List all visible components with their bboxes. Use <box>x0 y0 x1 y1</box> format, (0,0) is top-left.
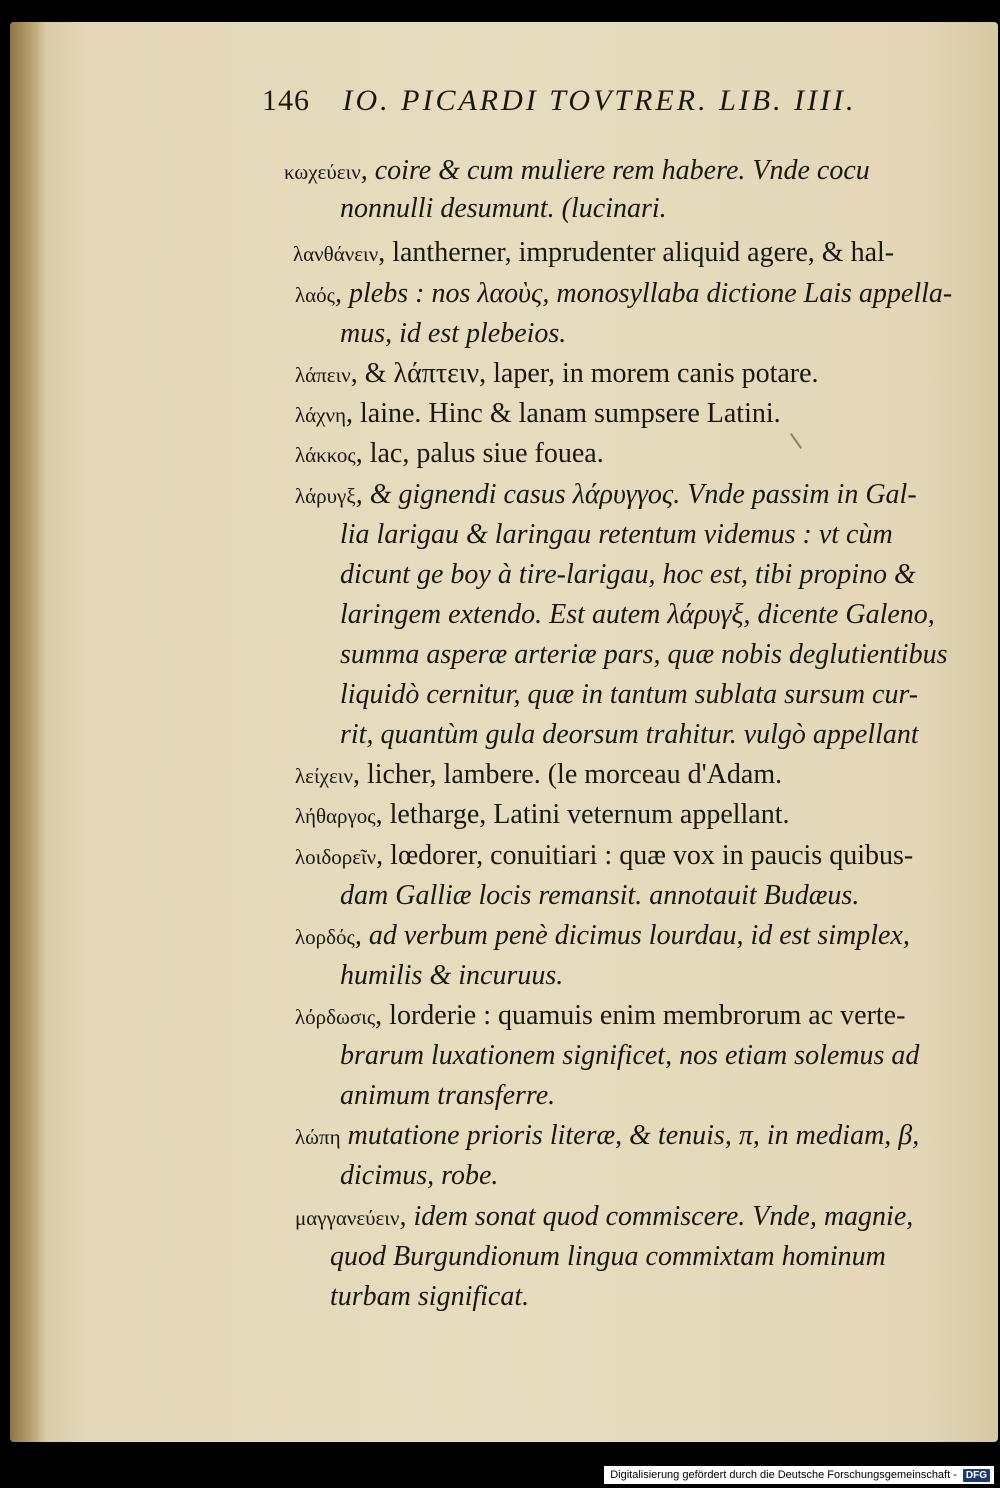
text-line <box>295 1117 919 1156</box>
text-line <box>295 435 604 474</box>
text-line <box>293 234 894 273</box>
page-number: 146 <box>262 84 310 117</box>
text-line <box>340 1157 498 1196</box>
text-line <box>340 877 859 916</box>
line-text: , coire & cum muliere rem habere. Vnde cocu <box>360 155 870 186</box>
text-line <box>340 596 935 635</box>
text-line <box>340 516 893 555</box>
text-line <box>340 676 918 715</box>
line-text: , & λάπτειν, laper, in morem canis potare. <box>350 358 819 389</box>
line-text: laringem extendo. Est autem λάρυγξ, dicente Galeno, <box>340 599 935 630</box>
credit-text: Digitalisierung gefördert durch die Deutsche Forschungsgemeinschaft - <box>610 1469 957 1481</box>
line-text: turbam significat. <box>330 1281 530 1312</box>
line-text: , laine. Hinc & lanam sumpsere Latini. <box>345 398 781 429</box>
greek-term: λάρυγξ <box>295 484 356 508</box>
text-line <box>340 315 566 354</box>
text-line <box>340 636 947 675</box>
greek-term: λαός <box>295 283 336 307</box>
line-text: mutatione prioris literæ, & tenuis, π, in mediam, β, <box>340 1120 920 1151</box>
text-line <box>295 796 790 835</box>
text-line <box>295 917 910 956</box>
dfg-logo: DFG <box>963 1469 990 1482</box>
text-line <box>295 476 917 515</box>
text-line <box>284 152 870 191</box>
text-line <box>340 1037 919 1076</box>
line-text: lia larigau & laringau retentum videmus : vt cùm <box>340 519 893 550</box>
line-text: , lœdorer, conuitiari : quæ vox in paucis quibus- <box>376 840 914 871</box>
text-line <box>330 1238 886 1277</box>
page-text <box>10 22 998 1442</box>
text-line <box>330 1278 529 1317</box>
line-text: rit, quantùm gula deorsum trahitur. vulgò appellant <box>340 719 919 750</box>
text-line <box>295 997 905 1036</box>
greek-term: λάπειν <box>295 363 351 387</box>
greek-term: λανθάνειν <box>293 242 379 266</box>
greek-term: λοιδορεῖν <box>295 845 377 869</box>
line-text: animum transferre. <box>340 1080 556 1111</box>
text-line <box>295 355 819 394</box>
line-text: , plebs : nos λαοὺς, monosyllaba dictione Lais appella- <box>335 278 953 309</box>
line-text: , ad verbum penè dicimus lourdau, id est simplex, <box>354 920 910 951</box>
text-line <box>340 957 563 996</box>
text-line <box>295 837 913 876</box>
line-text: mus, id est plebeios. <box>340 318 567 349</box>
line-text: , lantherner, imprudenter aliquid agere, & hal- <box>378 237 895 268</box>
text-line <box>340 716 919 755</box>
greek-term: λάκκος <box>295 443 356 467</box>
greek-term: λώπη <box>295 1125 341 1149</box>
text-line <box>340 556 916 595</box>
text-line <box>295 275 952 314</box>
greek-term: λείχειν <box>295 764 353 788</box>
text-line <box>340 190 667 229</box>
line-text: nonnulli desumunt. (lucinari. <box>340 193 667 224</box>
greek-term: λήθαργος <box>295 804 376 828</box>
greek-term: κωχεύειν <box>284 160 361 184</box>
text-line <box>340 1077 555 1116</box>
line-text: humilis & incuruus. <box>340 960 564 991</box>
greek-term: λάχνη <box>295 403 346 427</box>
line-text: , idem sonat quod commiscere. Vnde, magnie, <box>399 1201 914 1232</box>
line-text: , lorderie : quamuis enim membrorum ac verte- <box>375 1000 906 1031</box>
line-text: , licher, lambere. (le morceau d'Adam. <box>352 759 783 790</box>
line-text: dam Galliæ locis remansit. annotauit Budæus. <box>340 880 860 911</box>
greek-term: λόρδωσις <box>295 1005 376 1029</box>
line-text: summa asperæ arteriæ pars, quæ nobis deglutientibus <box>340 639 948 670</box>
line-text: quod Burgundionum lingua commixtam hominum <box>330 1241 886 1272</box>
line-text: liquidò cernitur, quæ in tantum sublata sursum cur- <box>340 679 919 710</box>
line-text: dicunt ge boy à tire-larigau, hoc est, tibi propino & <box>340 559 916 590</box>
running-title: IO. PICARDI TOVTRER. LIB. IIII. <box>342 84 857 117</box>
text-line <box>295 1198 913 1237</box>
digitization-credit <box>604 1466 994 1484</box>
line-text: , lac, palus siue fouea. <box>355 438 604 469</box>
line-text: , & gignendi casus λάρυγγος. Vnde passim in Gal- <box>355 479 917 510</box>
greek-term: λορδός <box>295 925 355 949</box>
book-page <box>10 22 998 1442</box>
line-text: , letharge, Latini veternum appellant. <box>375 799 790 830</box>
line-text: brarum luxationem significet, nos etiam solemus ad <box>340 1040 920 1071</box>
text-line <box>295 756 782 795</box>
greek-term: μαγγανεύειν <box>295 1206 400 1230</box>
text-line <box>295 395 781 434</box>
running-header <box>262 84 857 118</box>
line-text: dicimus, robe. <box>340 1160 499 1191</box>
